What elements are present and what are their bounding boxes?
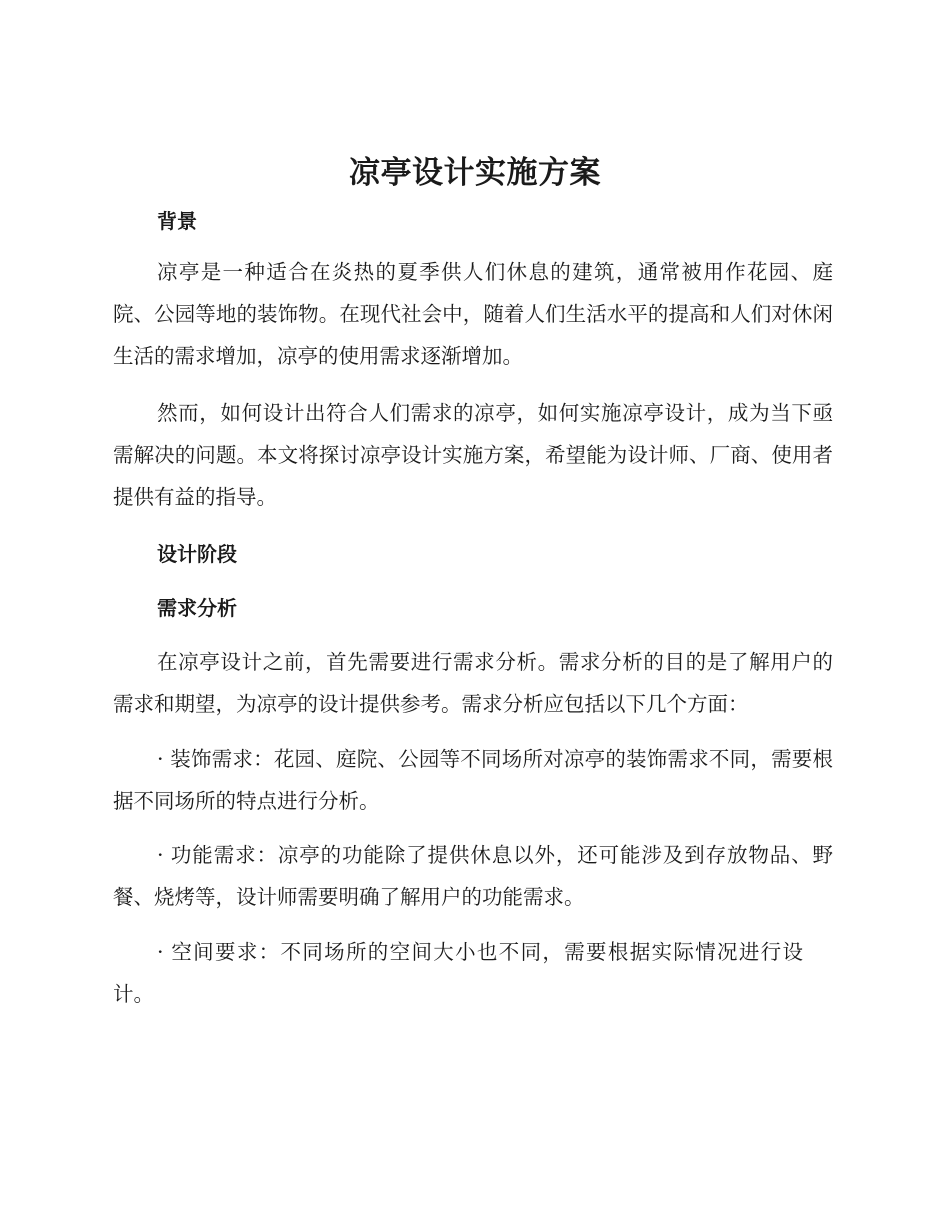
section-heading-requirements-analysis: 需求分析 bbox=[157, 596, 237, 620]
paragraph-requirements-intro: 在凉亭设计之前，首先需要进行需求分析。需求分析的目的是了解用户的需求和期望，为凉亭的设计提供参考。需求分析应包括以下几个方面： bbox=[113, 650, 833, 716]
bullet-function-needs: · 功能需求：凉亭的功能除了提供休息以外，还可能涉及到存放物品、野餐、烧烤等，设计师需要明确了解用户的功能需求。 bbox=[113, 843, 833, 909]
paragraph-background-1: 凉亭是一种适合在炎热的夏季供人们休息的建筑，通常被用作花园、庭院、公园等地的装饰物。在现代社会中，随着人们生活水平的提高和人们对休闲生活的需求增加，凉亭的使用需求逐渐增加。 bbox=[113, 260, 833, 368]
document-title: 凉亭设计实施方案 bbox=[349, 155, 601, 191]
paragraph-background-2: 然而，如何设计出符合人们需求的凉亭，如何实施凉亭设计，成为当下亟需解决的问题。本文将探讨凉亭设计实施方案，希望能为设计师、厂商、使用者提供有益的指导。 bbox=[113, 401, 833, 509]
bullet-space-requirements: · 空间要求：不同场所的空间大小也不同，需要根据实际情况进行设计。 bbox=[113, 940, 803, 1006]
section-heading-design-phase: 设计阶段 bbox=[157, 542, 237, 566]
bullet-decoration-needs: · 装饰需求：花园、庭院、公园等不同场所对凉亭的装饰需求不同，需要根据不同场所的特点进行分析。 bbox=[113, 747, 833, 813]
section-heading-background: 背景 bbox=[157, 209, 197, 233]
